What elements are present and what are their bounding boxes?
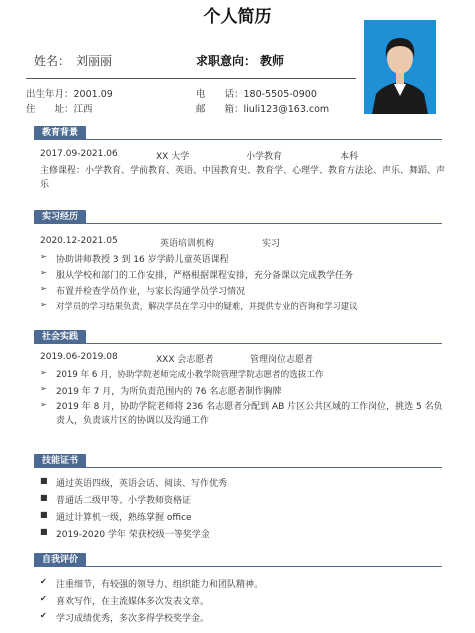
skill-item-4: 2019-2020 学年 荣获校级一等奖学金: [56, 530, 210, 540]
portrait-illustration: [364, 20, 436, 114]
email-row: [196, 101, 329, 115]
section-divider-internship: [34, 223, 442, 224]
phone-value: 180-5505-0900: [243, 89, 317, 100]
arrow-bullet-icon: ➢: [40, 252, 47, 261]
intent-row: [196, 52, 284, 69]
arrow-bullet-icon: ➢: [40, 368, 47, 377]
home-value: 江西: [73, 104, 93, 115]
email-value: liuli123@163.com: [243, 104, 330, 115]
section-divider-self: [34, 566, 442, 567]
work-org: 英语培训机构: [160, 239, 215, 249]
page-title: 个人简历: [203, 7, 272, 27]
square-bullet-icon: ■: [40, 527, 48, 536]
social-item-3: 2019 年 8 月，协助学院老师将 236 名志愿者分配到 AB 片区公共区域的工作岗位，挑选 5 名负责人，负责该片区的协调以及沟通工作: [56, 402, 443, 426]
work-item-4: 对学员的学习结果负责，解决学员在学习中的疑难，并提供专业的咨询和学习建议: [56, 301, 358, 311]
header-divider: [26, 78, 356, 79]
self-item-3: 学习成绩优秀，多次多得学校奖学金。: [56, 614, 210, 624]
edu-school: XX 大学: [156, 152, 190, 162]
edu-courses: 主修课程：小学教育、学前教育、英语、中国教育史、教育学、心理学、教育方法论、声乐、舞蹈、声乐: [40, 166, 446, 190]
edu-major: 小学教育: [246, 152, 283, 162]
work-item-3: 布置并检查学员作业，与家长沟通学员学习情况: [56, 287, 246, 297]
social-item-2: 2019 年 7 月，为所负责范围内的 76 名志愿者制作胸牌: [56, 387, 282, 397]
skill-item-2: 普通话二级甲等、小学教师资格证: [56, 496, 192, 506]
name-label: 姓名：: [34, 54, 71, 68]
home-label: 住 址：: [26, 104, 74, 115]
intent-value: 教师: [260, 54, 285, 68]
arrow-bullet-icon: ➢: [40, 284, 47, 293]
section-tab-social: 社会实践: [34, 330, 86, 344]
check-bullet-icon: ✔: [40, 577, 47, 586]
arrow-bullet-icon: ➢: [40, 300, 47, 309]
phone-label: 电 话：: [196, 89, 244, 100]
square-bullet-icon: ■: [40, 510, 48, 519]
social-org: XXX 会志愿者: [156, 355, 214, 365]
phone-row: [196, 86, 317, 100]
section-tab-self: 自我评价: [34, 553, 86, 567]
work-item-1: 协助讲师教授 3 到 16 岁学龄儿童英语课程: [56, 255, 229, 265]
edu-period: 2017.09-2021.06: [40, 149, 118, 159]
skill-item-3: 通过计算机一级，熟练掌握 office: [56, 513, 192, 523]
work-item-2: 服从学校和部门的工作安排，严格根据课程安排，充分备课以完成教学任务: [56, 271, 354, 281]
edu-degree: 本科: [340, 152, 359, 162]
email-label: 邮 箱：: [196, 104, 244, 115]
social-role: 管理岗位志愿者: [250, 355, 314, 365]
section-tab-education: 教育背景: [34, 126, 86, 140]
name-value: 刘丽丽: [76, 54, 113, 68]
birth-row: [26, 86, 113, 100]
arrow-bullet-icon: ➢: [40, 400, 47, 409]
intent-label: 求职意向：: [196, 54, 257, 68]
section-tab-skills: 技能证书: [34, 454, 86, 468]
profile-photo: [364, 20, 436, 114]
arrow-bullet-icon: ➢: [40, 384, 47, 393]
work-period: 2020.12-2021.05: [40, 236, 118, 246]
name-row: [34, 52, 112, 69]
work-role: 实习: [262, 239, 281, 249]
section-tab-internship: 实习经历: [34, 210, 86, 224]
section-divider-social: [34, 343, 442, 344]
square-bullet-icon: ■: [40, 476, 48, 485]
birth-label: 出生年月：: [26, 89, 74, 100]
home-row: [26, 101, 93, 115]
skill-item-1: 通过英语四级，英语会话、阅读、写作优秀: [56, 479, 228, 489]
social-item-1: 2019 年 6 月，协助学院老师完成小教学院管理学院志愿者的选拔工作: [56, 370, 324, 380]
birth-value: 2001.09: [73, 89, 113, 100]
section-divider-education: [34, 139, 442, 140]
section-divider-skills: [34, 467, 442, 468]
arrow-bullet-icon: ➢: [40, 268, 47, 277]
self-item-2: 喜欢写作，在主流媒体多次发表文章。: [56, 597, 210, 607]
check-bullet-icon: ✔: [40, 594, 47, 603]
self-item-1: 注重细节，有较强的领导力、组织能力和团队精神。: [56, 580, 264, 590]
social-period: 2019.06-2019.08: [40, 352, 118, 362]
check-bullet-icon: ✔: [40, 611, 47, 620]
square-bullet-icon: ■: [40, 493, 48, 502]
